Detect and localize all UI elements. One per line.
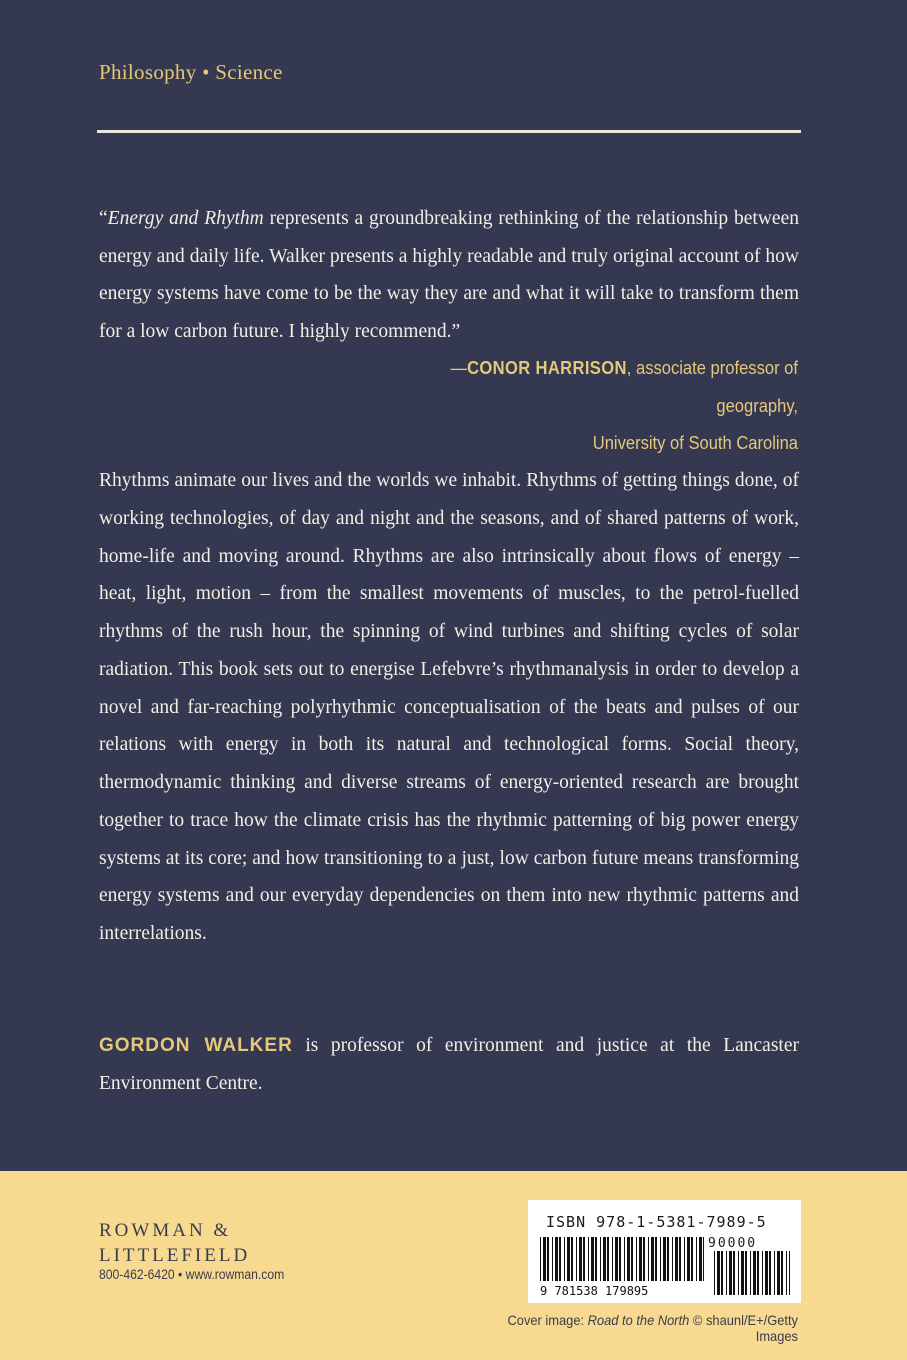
barcode-bar — [603, 1237, 606, 1281]
barcode-bar — [588, 1237, 589, 1281]
barcode-bar — [762, 1251, 763, 1295]
attribution-line-1 — [377, 350, 798, 425]
barcode-bar — [765, 1251, 768, 1295]
endorser-role: , associate professor of geography, — [626, 358, 798, 416]
price-code: 90000 — [708, 1236, 758, 1251]
barcode-bar — [564, 1237, 565, 1281]
endorsement-quote — [99, 200, 799, 351]
barcode-bar — [615, 1237, 618, 1281]
barcode-bar — [774, 1251, 775, 1295]
barcode-bar — [655, 1237, 657, 1281]
barcode-bar — [753, 1251, 756, 1295]
publisher-line-1: ROWMAN & — [99, 1220, 232, 1241]
barcode-bar — [651, 1237, 654, 1281]
barcode-bar — [595, 1237, 597, 1281]
publisher-contact: 800-462-6420 • www.rowman.com — [99, 1267, 285, 1282]
barcode-bar — [717, 1251, 720, 1295]
barcode-bar — [721, 1251, 723, 1295]
author-name: GORDON WALKER — [99, 1035, 293, 1056]
barcode-bar — [781, 1251, 783, 1295]
ean-digits: 9 781538 179895 — [540, 1284, 649, 1298]
publisher-line-2: LITTLEFIELD — [99, 1245, 251, 1266]
publisher-logo — [99, 1218, 250, 1268]
barcode-bar — [786, 1251, 787, 1295]
barcode-bar — [583, 1237, 585, 1281]
barcode-bar — [738, 1251, 739, 1295]
barcode-bar — [567, 1237, 570, 1281]
barcode-bar — [726, 1251, 727, 1295]
credit-image-title: Road to the North — [587, 1312, 690, 1328]
barcode-bar — [579, 1237, 582, 1281]
endorser-affiliation: University of South Carolina — [592, 433, 798, 454]
barcode-bar — [648, 1237, 649, 1281]
barcode-bar — [750, 1251, 751, 1295]
barcode-bar — [667, 1237, 669, 1281]
barcode-bar — [643, 1237, 645, 1281]
credit-suffix: © shaunl/E+/Getty Images — [689, 1312, 798, 1344]
quote-body: represents a groundbreaking rethinking of the relationship between energy and daily life. Walker presents a highly readable and truly original account of how energy systems have come to be the way they are and what it will take to transform them for a low carbon future. I highly recommend.” — [99, 208, 799, 343]
barcode-bar — [699, 1237, 702, 1281]
isbn-number: ISBN 978-1-5381-7989-5 — [546, 1213, 767, 1231]
barcode-bar — [663, 1237, 666, 1281]
barcode-bar — [552, 1237, 553, 1281]
cover-image-credit — [475, 1312, 798, 1344]
barcode-bar — [687, 1237, 690, 1281]
isbn-barcode — [528, 1200, 801, 1303]
barcode-bar — [627, 1237, 630, 1281]
divider-rule — [97, 130, 801, 133]
barcode-bar — [555, 1237, 558, 1281]
barcode-bar — [733, 1251, 735, 1295]
barcode-bar — [619, 1237, 621, 1281]
barcode-bar — [745, 1251, 747, 1295]
barcode-bar — [703, 1237, 704, 1281]
barcode-bar — [543, 1237, 546, 1281]
barcode-bar — [559, 1237, 561, 1281]
barcode-bar — [691, 1237, 693, 1281]
barcode-bar — [675, 1237, 678, 1281]
barcode-bar — [777, 1251, 780, 1295]
barcode-bar — [660, 1237, 661, 1281]
barcode-bar — [684, 1237, 685, 1281]
barcode-bar — [571, 1237, 573, 1281]
barcode-bar — [591, 1237, 594, 1281]
barcode-bars-icon — [536, 1237, 794, 1299]
book-description: Rhythms animate our lives and the worlds we inhabit. Rhythms of getting things done, of working technologies, of day and night and the seasons, and of shared patterns of work, home-life and moving around. Rhythms are also intrinsically about flows of energy – heat, light, motion – from the smallest movements of muscles, to the petrol-fuelled rhythms of the rush hour, the spinning of wind turbines and shifting cycles of solar radiation. This book sets out to energise Lefebvre’s rhythmanalysis in order to develop a novel and far-reaching polyrhythmic conceptualisation of the beats and pulses of our relations with energy in both its natural and technological forms. Social theory, thermodynamic thinking and diverse streams of energy-oriented research are brought together to trace how the climate crisis has the rhythmic patterning of big power energy systems at its core; and how transitioning to a just, low carbon future means transforming energy systems and our everyday dependencies on them into new rhythmic patterns and interrelations. — [99, 470, 799, 944]
quote-open-mark: “ — [99, 208, 108, 229]
barcode-bar — [624, 1237, 625, 1281]
endorsement-attribution — [377, 350, 798, 463]
barcode-bar — [631, 1237, 633, 1281]
barcode-bar — [679, 1237, 681, 1281]
barcode-bar — [757, 1251, 759, 1295]
credit-prefix: Cover image: — [507, 1312, 588, 1328]
barcode-bar — [636, 1237, 637, 1281]
subject-category: Philosophy • Science — [99, 60, 283, 84]
attribution-dash: — — [450, 358, 468, 378]
barcode-bar — [612, 1237, 613, 1281]
barcode-bar — [714, 1251, 715, 1295]
barcode-bar — [540, 1237, 541, 1281]
barcode-bar — [672, 1237, 673, 1281]
barcode-bar — [741, 1251, 744, 1295]
author-bio-text: is professor of environment and justice at the Lancaster Environment Centre. — [99, 1035, 799, 1094]
barcode-bar — [729, 1251, 732, 1295]
barcode-bar — [576, 1237, 577, 1281]
barcode-bar — [769, 1251, 771, 1295]
quote-book-title: Energy and Rhythm — [107, 208, 264, 229]
endorser-name: CONOR HARRISON — [467, 358, 627, 378]
barcode-bar — [547, 1237, 549, 1281]
author-bio — [99, 1027, 799, 1102]
barcode-bar — [639, 1237, 642, 1281]
barcode-bar — [607, 1237, 609, 1281]
barcode-bar — [789, 1251, 790, 1295]
barcode-bar — [600, 1237, 601, 1281]
barcode-bar — [696, 1237, 697, 1281]
